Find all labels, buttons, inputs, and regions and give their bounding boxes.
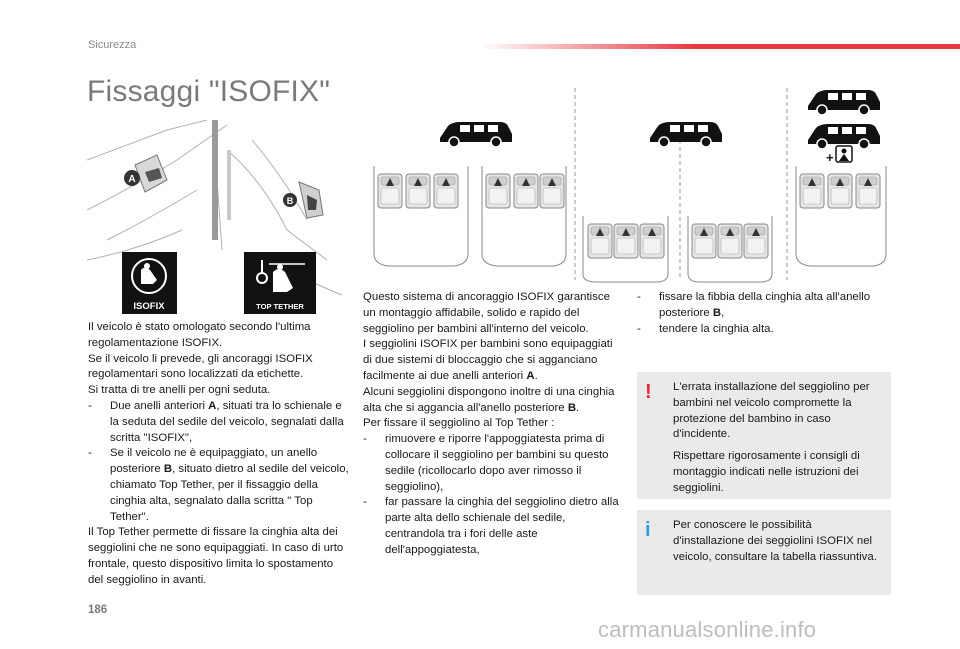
list-item: - fissare la fibbia della cinghia alta all'anello posteriore B, — [637, 291, 871, 319]
marker-a-label: A — [128, 174, 136, 185]
warning-text: L'errata installazione del seggiolino per bambini nel veicolo compromette la protezione del bambino in caso d'incidente. — [673, 381, 870, 441]
seat-config-2 — [486, 174, 564, 208]
paragraph: Alcuni seggiolini dispongono inoltre di una cinghia alta che si aggancia all'anello posteriore B. — [363, 385, 615, 414]
child-seat-plus-icon — [826, 146, 852, 165]
list-item: - Se il veicolo ne è equipaggiato, un anello posteriore B, situato dietro al sedile del veicolo, chiamato Top Tether, per il fissaggio della cinghia alta, segnalato dalla scritta " Top Tether". — [88, 447, 349, 523]
list-dash: - — [363, 433, 367, 446]
steps-column — [637, 290, 897, 337]
isofix-label-text: ISOFIX — [133, 301, 165, 312]
list-item: - rimuovere e riporre l'appoggiatesta prima di collocare il seggiolino per bambini su questo sedile (ricollocarlo dopo aver rimosso il seggiolino), — [363, 433, 609, 493]
seat-config-5 — [800, 174, 880, 208]
van-icon — [440, 122, 512, 147]
top-tether-label-sticker — [244, 252, 316, 314]
info-text: Per conoscere le possibilità d'installazione dei seggiolini ISOFIX nel veicolo, consultare la tabella riassuntiva. — [673, 519, 877, 563]
isofix-label-sticker — [122, 252, 177, 314]
list-dash: - — [637, 322, 641, 335]
list-dash: - — [637, 291, 641, 303]
list-item: - tendere la cinghia alta. — [637, 322, 897, 338]
description-column — [363, 290, 623, 559]
paragraph: Si tratta di tre anelli per ogni seduta. — [88, 384, 271, 397]
warning-text: Rispettare rigorosamente i consigli di montaggio indicati nelle istruzioni dei seggiolini. — [673, 450, 860, 494]
intro-column — [88, 320, 350, 589]
seat-config-1 — [378, 174, 458, 208]
marker-b-label: B — [286, 196, 294, 206]
list-item: - far passare la cinghia del seggiolino dietro alla parte alta dello schienale del sedile, centrandola tra i fori delle aste dell'appoggiatesta, — [363, 496, 619, 556]
paragraph: Se il veicolo li prevede, gli ancoraggi ISOFIX regolamentari sono localizzati da etichette. — [88, 352, 313, 381]
section-label: Sicurezza — [88, 39, 137, 51]
list-dash: - — [88, 399, 92, 412]
isofix-anchorage-illustration — [87, 120, 342, 320]
svg-text:+: + — [826, 150, 834, 165]
van-icon — [650, 122, 722, 147]
top-tether-label-text: TOP TETHER — [256, 302, 304, 311]
list-dash: - — [88, 447, 92, 460]
van-icon — [808, 90, 880, 115]
list-dash: - — [363, 496, 367, 509]
paragraph: I seggiolini ISOFIX per bambini sono equipaggiati di due sistemi di bloccaggio che si agganciano facilmente ai due anelli anteriori A. — [363, 338, 613, 382]
seat-config-4 — [692, 224, 768, 258]
info-box — [637, 510, 891, 595]
exclamation-icon: ! — [645, 381, 652, 403]
isofix-ring-a — [135, 155, 167, 192]
paragraph: Il veicolo è stato omologato secondo l'ultima regolamentazione ISOFIX. — [88, 321, 311, 349]
list-item: - Due anelli anteriori A, situati tra lo schienale e la seduta del sedile del veicolo, segnalati dalla scritta "ISOFIX", — [88, 399, 344, 444]
info-icon: i — [645, 519, 651, 541]
page-number: 186 — [88, 604, 108, 616]
warning-box — [637, 372, 891, 499]
header-accent-rule — [480, 44, 960, 49]
paragraph: Per fissare il seggiolino al Top Tether : — [363, 417, 555, 430]
paragraph: Questo sistema di ancoraggio ISOFIX garantisce un montaggio affidabile, solido e rapido del seggiolino per bambini all'interno del veicolo. — [363, 291, 610, 335]
page-title: Fissaggi "ISOFIX" — [87, 75, 331, 108]
paragraph: Il Top Tether permette di fissare la cinghia alta dei seggiolini che ne sono equipaggiati. In caso di urto frontale, questo dispositivo limita lo spostamento del seggiolino in avanti. — [88, 526, 344, 586]
seat-configurations-diagram — [360, 84, 900, 284]
seat-config-3 — [588, 224, 664, 258]
watermark: carmanualsonline.info — [598, 617, 817, 642]
